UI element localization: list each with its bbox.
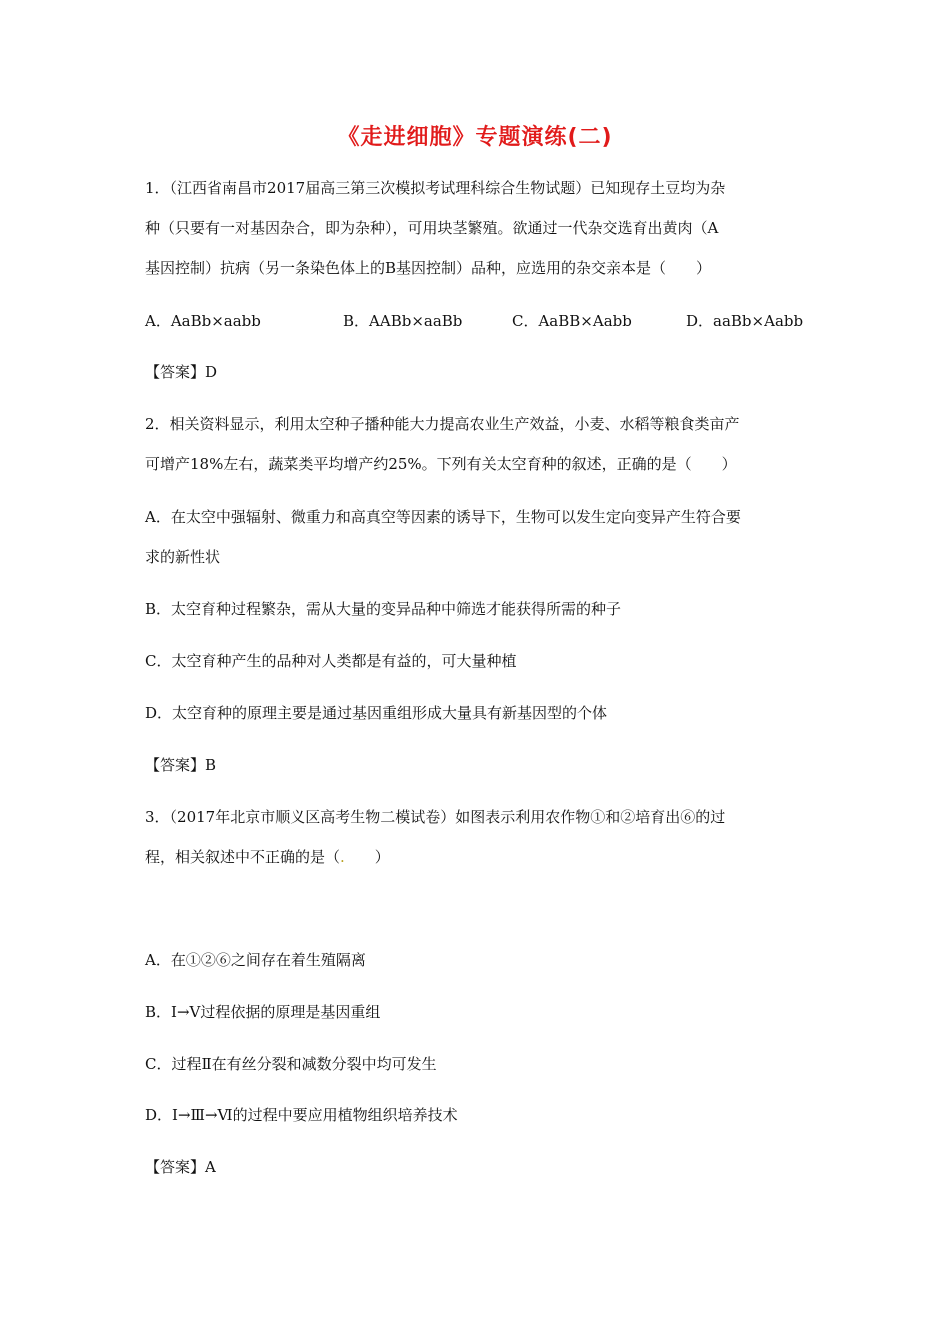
q2-option-b: B．太空育种过程繁杂，需从大量的变异品种中筛选才能获得所需的种子: [145, 600, 622, 618]
q2-text-line-1: 2．相关资料显示，利用太空种子播种能大力提高农业生产效益，小麦、水稻等粮食类亩产: [145, 415, 740, 433]
q1-option-b: B．AABb×aaBb: [343, 312, 463, 330]
q1-options: [145, 311, 825, 331]
q3-answer: 【答案】A: [145, 1158, 216, 1176]
q3-text-line-2-end: ）: [344, 848, 390, 866]
q1-option-d: D．aaBb×Aabb: [686, 312, 804, 330]
q3-option-d: D．Ⅰ→Ⅲ→Ⅵ的过程中要应用植物组织培养技术: [145, 1106, 458, 1124]
q1-text-line-2: 种（只要有一对基因杂合，即为杂种），可用块茎繁殖。欲通过一代杂交选育出黄肉（A: [145, 219, 719, 237]
q3-option-a: A．在①②⑥之间存在着生殖隔离: [145, 951, 366, 969]
q3-yellow-dot: .: [340, 848, 345, 866]
q2-option-a-line-2: 求的新性状: [145, 548, 221, 566]
page-title: 《走进细胞》专题演练(二): [337, 125, 613, 150]
q3-option-b: B．Ⅰ→Ⅴ过程依据的原理是基因重组: [145, 1003, 381, 1021]
q3-text-line-1: 3．（2017年北京市顺义区高考生物二模试卷）如图表示利用农作物①和②培育出⑥的过: [145, 808, 726, 826]
q1-option-c: C．AaBB×Aabb: [512, 312, 632, 330]
q3-text-line-2-main: 程，相关叙述中不正确的是（: [145, 848, 341, 866]
q1-text-line-1: 1．（江西省南昌市2017届高三第三次模拟考试理科综合生物试题）已知现存土豆均为杂: [145, 179, 726, 197]
q1-text-line-3: 基因控制）抗病（另一条染色体上的B基因控制）品种，应选用的杂交亲本是（ ）: [145, 259, 712, 277]
q2-answer: 【答案】B: [145, 756, 217, 774]
q2-option-c: C．太空育种产生的品种对人类都是有益的，可大量种植: [145, 652, 517, 670]
q2-text-line-2: 可增产18%左右，蔬菜类平均增产约25%。下列有关太空育种的叙述，正确的是（ ）: [145, 455, 737, 473]
q2-option-d: D．太空育种的原理主要是通过基因重组形成大量具有新基因型的个体: [145, 704, 608, 722]
q1-option-a: A．AaBb×aabb: [145, 312, 261, 330]
q1-answer: 【答案】D: [145, 363, 218, 381]
q2-option-a-line-1: A．在太空中强辐射、微重力和高真空等因素的诱导下，生物可以发生定向变异产生符合要: [145, 508, 741, 526]
q3-option-c: C．过程Ⅱ在有丝分裂和减数分裂中均可发生: [145, 1055, 437, 1073]
q3-text-line-2: [145, 847, 825, 867]
